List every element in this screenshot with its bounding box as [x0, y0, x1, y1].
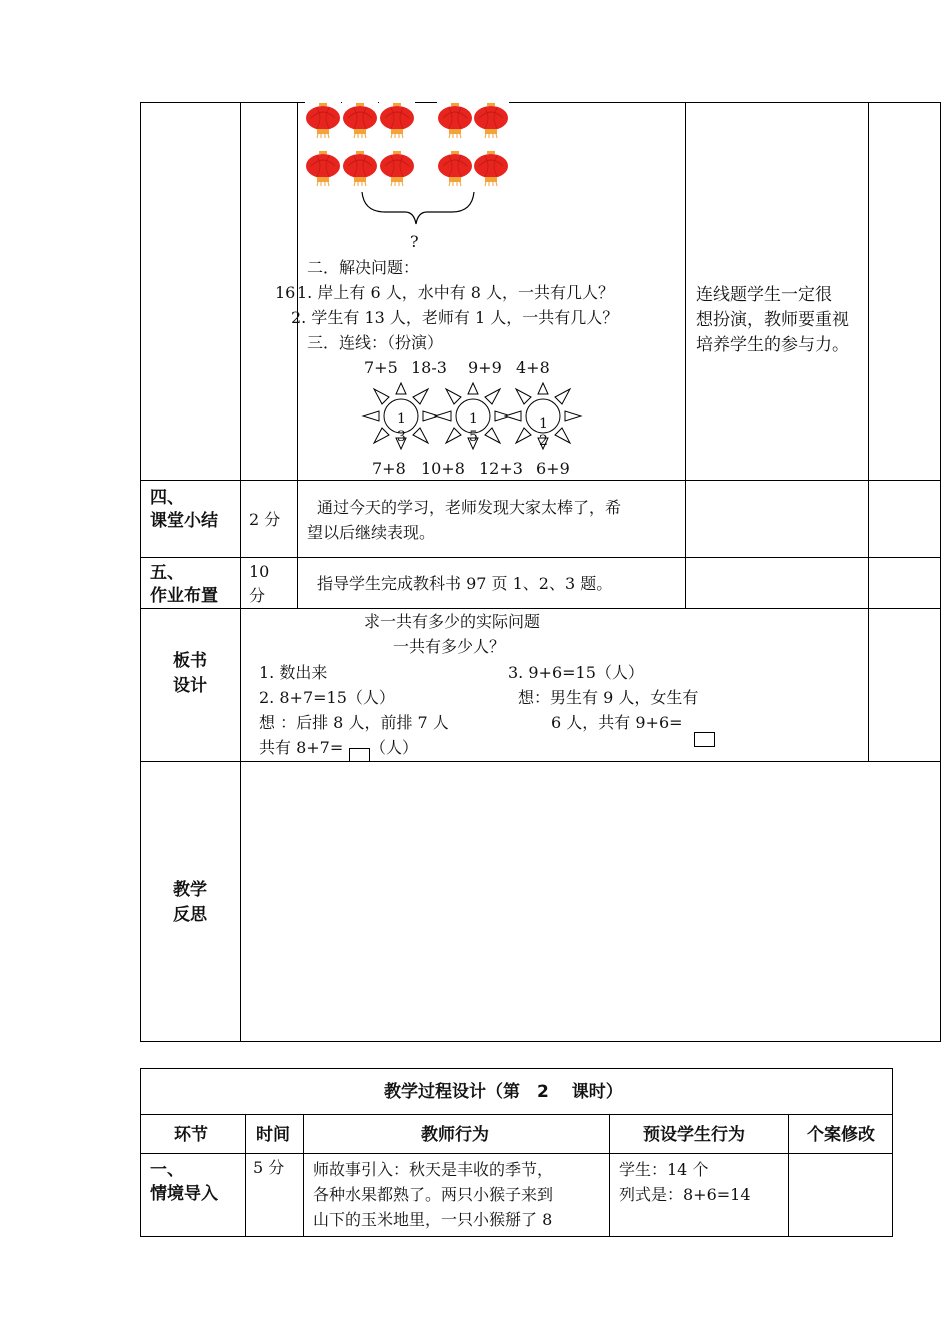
- row1-label: 情境导入: [150, 1184, 218, 1204]
- header-student: 预设学生行为: [643, 1125, 745, 1145]
- summary-label-num: 四、: [150, 488, 184, 508]
- header-time: 时间: [256, 1125, 290, 1145]
- header-teacher: 教师行为: [421, 1125, 489, 1145]
- student-note-3: 培养学生的参与力。: [696, 335, 849, 355]
- board-label-2: 设计: [173, 676, 207, 696]
- board-left-3: 想 ：后排 8 人，前排 7 人: [259, 713, 449, 732]
- expr-bottom-4: 6+9: [536, 459, 570, 478]
- board-right-3: 6 人，共有 9+6=: [551, 713, 683, 732]
- lantern-illustration: [300, 100, 520, 225]
- sun-sub-3: 2: [539, 433, 548, 449]
- sun-number-1: 1: [397, 411, 406, 427]
- row1-student-2: 列式是：8+6=14: [619, 1185, 751, 1204]
- summary-time: 2 分: [249, 510, 281, 529]
- student-note-1: 连线题学生一定很: [696, 285, 832, 305]
- board-title: 求一共有多少的实际问题: [364, 612, 541, 631]
- row1-teacher-2: 各种水果都熟了。两只小猴子来到: [313, 1185, 554, 1204]
- sun-number-2: 1: [469, 411, 478, 427]
- sun-sub-2: 5: [469, 429, 478, 445]
- question-mark: ?: [410, 232, 419, 251]
- q1-prefix: 16: [275, 283, 296, 302]
- row1-teacher-3: 山下的玉米地里，一只小猴掰了 8: [313, 1210, 553, 1229]
- expr-top-3: 9+9: [468, 358, 502, 377]
- reflection-label-2: 反思: [173, 905, 207, 925]
- student-note-2: 想扮演，教师要重视: [696, 310, 849, 330]
- summary-text-2: 望以后继续表现。: [307, 523, 436, 542]
- header-stage: 环节: [174, 1125, 208, 1145]
- problem-1: 1. 岸上有 6 人，水中有 8 人，一共有几人？: [297, 283, 615, 302]
- homework-time-unit: 分: [249, 586, 266, 605]
- answer-box-2[interactable]: [694, 732, 715, 747]
- board-left-2: 2. 8+7=15（人）: [259, 688, 395, 707]
- board-subtitle: 一共有多少人？: [393, 637, 506, 656]
- process-title: 教学过程设计（第 2 课时）: [384, 1082, 623, 1102]
- row1-label-num: 一、: [150, 1160, 184, 1180]
- expr-top-4: 4+8: [516, 358, 550, 377]
- board-label-1: 板书: [173, 651, 207, 671]
- homework-text: 指导学生完成教科书 97 页 1、2、3 题。: [317, 574, 613, 593]
- board-left-1: 1. 数出来: [259, 663, 328, 682]
- board-right-2: 想：男生有 9 人，女生有: [518, 688, 699, 707]
- expr-bottom-2: 10+8: [421, 459, 465, 478]
- homework-label-num: 五、: [150, 563, 184, 583]
- board-left-4b: （人）: [370, 738, 419, 757]
- board-left-4a: 共有 8+7=: [259, 738, 344, 757]
- answer-box-1[interactable]: [349, 748, 370, 762]
- sun-sub-1: 3: [397, 429, 406, 445]
- sun-number-3: 1: [539, 416, 548, 432]
- expr-top-1: 7+5: [364, 358, 398, 377]
- solve-heading: 二．解决问题：: [307, 258, 420, 277]
- expr-bottom-3: 12+3: [479, 459, 523, 478]
- reflection-area[interactable]: [241, 762, 940, 1041]
- row1-teacher-1: 师故事引入：秋天是丰收的季节，: [313, 1160, 554, 1179]
- header-revision: 个案修改: [807, 1125, 875, 1145]
- reflection-label-1: 教学: [173, 880, 207, 900]
- connect-heading: 三．连线：（扮演）: [307, 333, 444, 352]
- summary-label: 课堂小结: [150, 511, 218, 531]
- expr-bottom-1: 7+8: [372, 459, 406, 478]
- board-right-1: 3. 9+6=15（人）: [508, 663, 644, 682]
- homework-time-num: 10: [249, 562, 270, 581]
- homework-label: 作业布置: [150, 586, 218, 606]
- summary-text-1: 通过今天的学习，老师发现大家太棒了，希: [317, 498, 622, 517]
- row1-time: 5 分: [253, 1158, 285, 1177]
- row1-student-1: 学生：14 个: [619, 1160, 709, 1179]
- expr-top-2: 18-3: [411, 358, 447, 377]
- problem-2: 2. 学生有 13 人，老师有 1 人，一共有几人？: [291, 308, 619, 327]
